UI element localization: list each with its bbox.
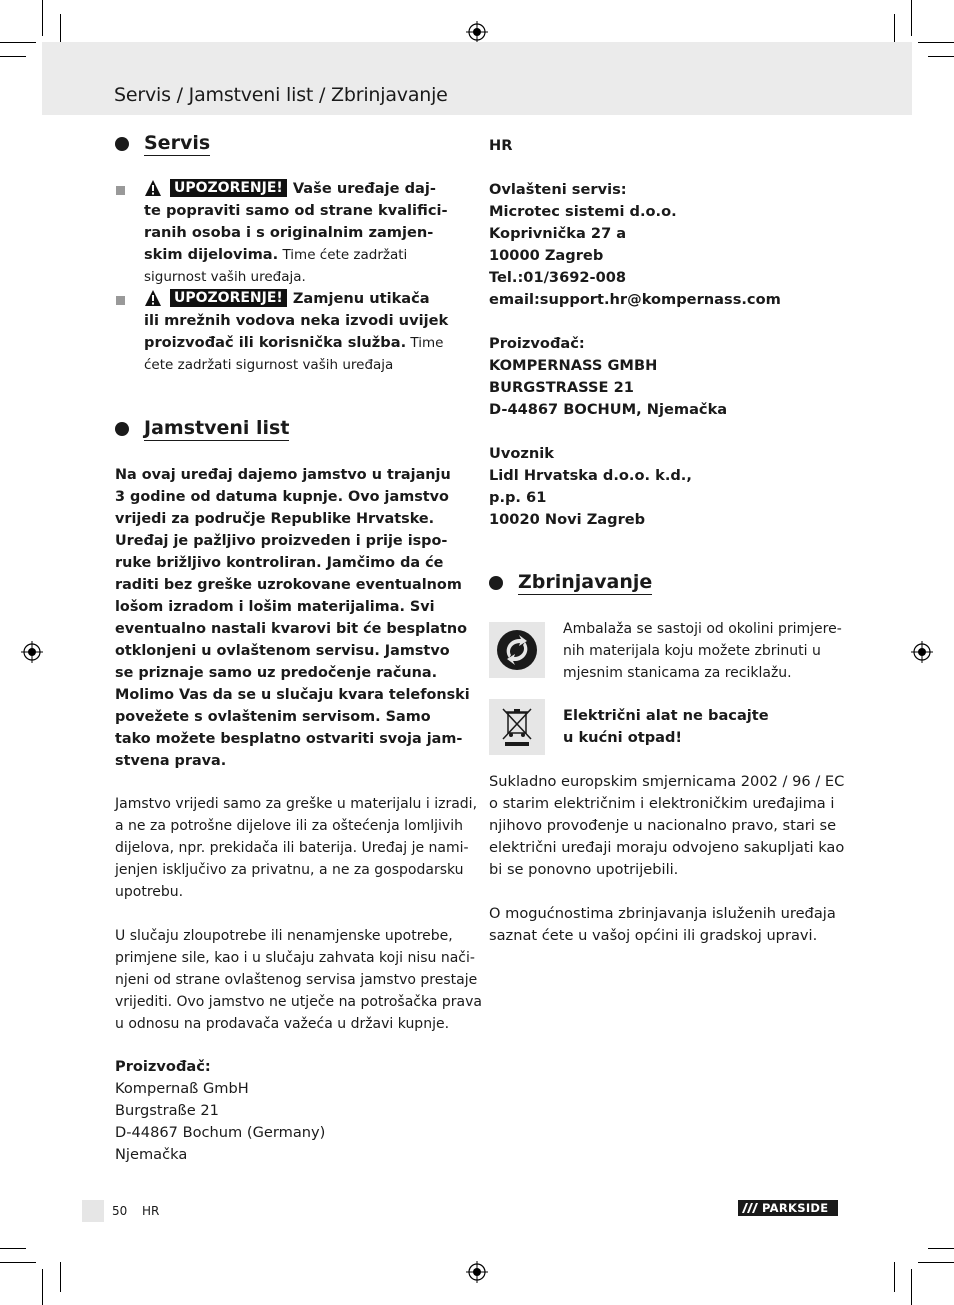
crop-mark — [60, 14, 61, 44]
email-value: support.hr@kompernass.com — [539, 291, 781, 308]
tel-value: 01/3692-008 — [523, 269, 627, 286]
text-line: Električni alat ne bacajte — [563, 707, 769, 724]
text-line: p.p. 61 — [489, 489, 547, 506]
warning-text: sigurnost vaših uređaja. — [144, 269, 306, 285]
warning-text: Vaše uređaje daj- — [292, 180, 436, 197]
bullet-dot-icon — [489, 576, 503, 590]
registration-mark-icon — [466, 21, 488, 43]
warning-block — [144, 178, 448, 288]
warning-text: skim dijelovima. — [144, 246, 279, 263]
warning-triangle-icon — [144, 179, 162, 197]
text-line: u kućni otpad! — [563, 729, 683, 746]
text-line: Molimo Vas da se u slučaju kvara telefonski — [115, 687, 470, 703]
manufacturer-label: Proizvođač: — [115, 1058, 211, 1075]
warning-text: Time ćete zadržati — [278, 247, 408, 263]
text-line: Ambalaža se sastoji od okolini primjere- — [563, 621, 842, 637]
text-line: U slučaju zloupotrebe ili nenamjenske upotrebe, — [115, 928, 453, 944]
crop-mark — [0, 42, 36, 43]
warning-text: Zamjenu utikača — [292, 290, 430, 307]
service-city: 10000 Zagreb — [489, 247, 604, 264]
warning-text: Time — [406, 335, 444, 351]
warranty-paragraph — [115, 925, 482, 1035]
crop-mark — [60, 1262, 61, 1292]
service-name: Microtec sistemi d.o.o. — [489, 203, 677, 220]
text-line: njeni od strane ovlaštenog servisa jamstvo prestaje — [115, 972, 478, 988]
crop-mark — [0, 1262, 36, 1263]
weee-bin-icon — [489, 699, 545, 755]
text-line: primjene sile, kao i u slučaju zahvata koji nisu nači- — [115, 950, 475, 966]
disposal-paragraph — [489, 903, 836, 947]
text-line: Kompernaß GmbH — [115, 1080, 249, 1097]
section-heading-jamstvo — [115, 417, 289, 441]
section-heading-servis — [115, 132, 210, 156]
text-line: bi se ponovno upotrijebili. — [489, 861, 679, 878]
crop-mark — [911, 0, 912, 36]
page-title: Servis / Jamstveni list / Zbrinjavanje — [114, 84, 448, 106]
section-title: Zbrinjavanje — [518, 571, 653, 593]
text-line: 10020 Novi Zagreb — [489, 511, 646, 528]
recycle-symbol-icon — [489, 622, 545, 678]
bullet-dot-icon — [115, 422, 129, 436]
crossed-out-bin-icon — [489, 699, 545, 755]
text-line: KOMPERNASS GMBH — [489, 357, 658, 374]
crop-mark — [911, 1269, 912, 1305]
warranty-paragraph — [115, 793, 477, 903]
text-line: o starim električnim i elektroničkim uređajima i — [489, 795, 835, 812]
bullet-dot-icon — [115, 137, 129, 151]
text-line: električni uređaji moraju odvojeno sakupljati kao — [489, 839, 845, 856]
warning-block — [144, 288, 448, 376]
crop-mark — [894, 1262, 895, 1292]
text-line: jenjen isključivo za privatnu, a ne za gospodarsku — [115, 862, 464, 878]
warning-text: proizvođač ili korisnička služba. — [144, 334, 407, 351]
square-bullet-icon — [116, 296, 125, 305]
warning-badge: UPOZORENJE! — [170, 289, 287, 307]
email-label: email: — [489, 291, 540, 308]
parkside-logo — [738, 1200, 838, 1216]
green-dot-recycle-icon — [489, 622, 545, 678]
warning-text: te popraviti samo od strane kvalifici- — [144, 202, 448, 219]
crop-mark — [918, 42, 954, 43]
warning-triangle-icon — [144, 289, 162, 307]
crop-mark — [0, 56, 26, 57]
text-line: Burgstraße 21 — [115, 1102, 219, 1119]
text-line: Njemačka — [115, 1146, 188, 1163]
text-line: BURGSTRASSE 21 — [489, 379, 634, 396]
text-line: O mogućnostima zbrinjavanja isluženih uređaja — [489, 905, 836, 922]
text-line: a ne za potrošne dijelove ili za oštećenja lomljivih — [115, 818, 463, 834]
registration-mark-icon — [466, 1261, 488, 1283]
crop-mark — [894, 14, 895, 44]
producer-label: Proizvođač: — [489, 335, 585, 352]
tel-label: Tel.: — [489, 269, 524, 286]
text-line: eventualno nastali kvarovi bit će besplatno — [115, 621, 468, 637]
crop-mark — [928, 56, 954, 57]
weee-warning-text — [563, 705, 769, 749]
text-line: lošom izradom i lošim materijalima. Svi — [115, 599, 435, 615]
crop-mark — [928, 1248, 954, 1249]
registration-mark-icon — [911, 641, 933, 663]
text-line: Sukladno europskim smjernicama 2002 / 96 / EC — [489, 773, 845, 790]
text-line: njihovo provođenje u nacionalno pravo, stari se — [489, 817, 837, 834]
manufacturer-address — [115, 1056, 325, 1166]
text-line: Na ovaj uređaj dajemo jamstvo u trajanju — [115, 467, 451, 483]
country-code: HR — [489, 137, 513, 154]
text-line: raditi bez greške uzrokovane eventualnom — [115, 577, 462, 593]
crop-mark — [0, 1248, 26, 1249]
text-line: otklonjeni u ovlaštenom servisu. Jamstvo — [115, 643, 450, 659]
text-line: ruke brižljivo kontroliran. Jamčimo da će — [115, 555, 444, 571]
warning-text: ili mrežnih vodova neka izvodi uvijek — [144, 312, 449, 329]
text-line: 3 godine od datuma kupnje. Ovo jamstvo — [115, 489, 449, 505]
text-line: povežete s ovlaštenim servisom. Samo — [115, 709, 431, 725]
text-line: Lidl Hrvatska d.o.o. k.d., — [489, 467, 692, 484]
text-line: u odnosu na prodavača važeća u državi kupnje. — [115, 1016, 450, 1032]
warning-text: ćete zadržati sigurnost vaših uređaja — [144, 357, 394, 373]
text-line: Jamstvo vrijedi samo za greške u materijalu i izradi, — [115, 796, 478, 812]
text-line: tako možete besplatno ostvariti svoja jam- — [115, 731, 463, 747]
warranty-bold-paragraph — [115, 464, 470, 772]
service-label: Ovlašteni servis: — [489, 181, 627, 198]
text-line: D-44867 Bochum (Germany) — [115, 1124, 326, 1141]
text-line: se priznaje samo uz predočenje računa. — [115, 665, 438, 681]
page-number: 50 — [112, 1204, 128, 1218]
text-line: dijelova, npr. prekidača ili baterija. Uređaj je nami- — [115, 840, 469, 856]
text-line: nih materijala koju možete zbrinuti u — [563, 643, 821, 659]
registration-mark-icon — [21, 641, 43, 663]
recycle-text — [563, 618, 842, 684]
section-heading-zbrinjavanje — [489, 571, 652, 595]
square-bullet-icon — [116, 186, 125, 195]
warning-badge: UPOZORENJE! — [170, 179, 287, 197]
page-number-box — [82, 1200, 104, 1222]
text-line: D-44867 BOCHUM, Njemačka — [489, 401, 728, 418]
text-line: Uređaj je pažljivo proizveden i prije ispo- — [115, 533, 448, 549]
crop-mark — [42, 0, 43, 36]
text-line: mjesnim stanicama za reciklažu. — [563, 665, 792, 681]
text-line: saznat ćete u vašoj općini ili gradskoj upravi. — [489, 927, 818, 944]
text-line: vrijediti. Ovo jamstvo ne utječe na potrošačka prava — [115, 994, 482, 1010]
text-line: stvena prava. — [115, 753, 227, 769]
disposal-paragraph — [489, 771, 844, 881]
section-title: Servis — [144, 132, 211, 154]
warning-text: ranih osoba i s originalnim zamjen- — [144, 224, 434, 241]
text-line: upotrebu. — [115, 884, 184, 900]
brand-name: PARKSIDE — [762, 1201, 829, 1215]
crop-mark — [42, 1269, 43, 1305]
service-contact — [489, 135, 781, 531]
language-code: HR — [142, 1204, 160, 1218]
section-title: Jamstveni list — [144, 417, 290, 439]
crop-mark — [918, 1262, 954, 1263]
importer-label: Uvoznik — [489, 445, 554, 462]
text-line: vrijedi za područje Republike Hrvatske. — [115, 511, 435, 527]
service-street: Koprivnička 27 a — [489, 225, 627, 242]
